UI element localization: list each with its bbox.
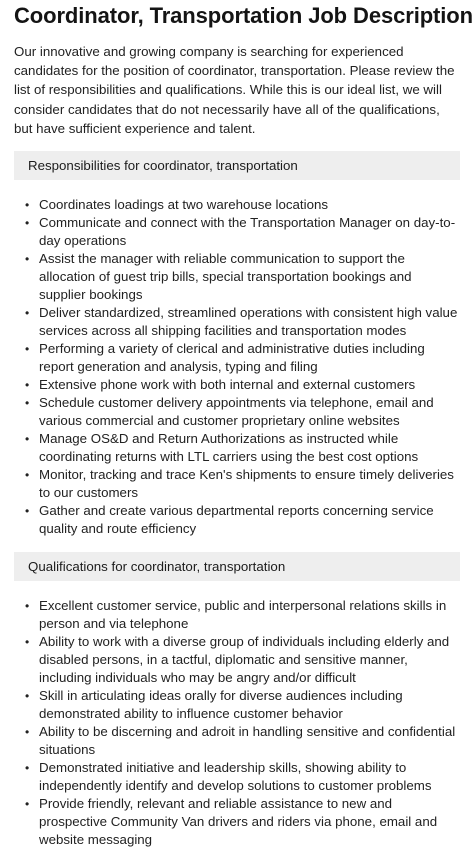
list-item: [25, 466, 460, 502]
list-item: [25, 196, 460, 214]
list-item: [25, 502, 460, 538]
list-item-text: Communicate and connect with the Transportation Manager on day-to-day operations: [39, 215, 456, 249]
list-item-text: Monitor, tracking and trace Ken's shipments to ensure timely deliveries to our customers: [39, 467, 454, 501]
list-item: [25, 597, 460, 633]
list-item-text: Schedule customer delivery appointments via telephone, email and various commercial and customer proprietary online websites: [39, 395, 434, 429]
list-item: [25, 214, 460, 250]
list-item: [25, 795, 460, 849]
bullet-icon: •: [25, 378, 30, 393]
bullet-icon: •: [25, 306, 30, 321]
bullet-icon: •: [25, 432, 30, 447]
list-item: [25, 759, 460, 795]
bullet-icon: •: [25, 216, 30, 231]
bullet-icon: •: [25, 689, 30, 704]
responsibilities-list: [14, 196, 460, 538]
qualifications-heading: Qualifications for coordinator, transportation: [14, 552, 460, 581]
bullet-icon: •: [25, 761, 30, 776]
bullet-icon: •: [25, 396, 30, 411]
bullet-icon: •: [25, 504, 30, 519]
list-item: [25, 723, 460, 759]
list-item-text: Coordinates loadings at two warehouse locations: [39, 197, 329, 213]
list-item-text: Skill in articulating ideas orally for diverse audiences including demonstrated ability to influence customer behavior: [39, 688, 403, 722]
list-item-text: Demonstrated initiative and leadership skills, showing ability to independently identify and develop solutions to customer problems: [39, 760, 432, 794]
list-item-text: Excellent customer service, public and interpersonal relations skills in person and via telephone: [39, 598, 447, 632]
list-item: [25, 376, 460, 394]
bullet-icon: •: [25, 797, 30, 812]
list-item: [25, 340, 460, 376]
bullet-icon: •: [25, 252, 30, 267]
list-item-text: Deliver standardized, streamlined operations with consistent high value services across all shipping facilities and transportation modes: [39, 305, 458, 339]
list-item: [25, 430, 460, 466]
list-item: [25, 633, 460, 687]
list-item-text: Gather and create various departmental reports concerning service quality and route efficiency: [39, 503, 434, 537]
list-item: [25, 687, 460, 723]
bullet-icon: •: [25, 468, 30, 483]
list-item: [25, 250, 460, 304]
bullet-icon: •: [25, 599, 30, 614]
list-item-text: Ability to work with a diverse group of individuals including elderly and disabled persons, in a tactful, diplomatic and sensitive manner, including individuals who may be angry and/or difficult: [39, 634, 450, 686]
list-item: [25, 304, 460, 340]
list-item-text: Ability to be discerning and adroit in handling sensitive and confidential situations: [39, 724, 456, 758]
bullet-icon: •: [25, 725, 30, 740]
bullet-icon: •: [25, 635, 30, 650]
page-title: Coordinator, Transportation Job Description: [14, 3, 473, 28]
list-item-text: Performing a variety of clerical and administrative duties including report generation and analysis, typing and filing: [39, 341, 425, 375]
bullet-icon: •: [25, 342, 30, 357]
list-item-text: Provide friendly, relevant and reliable assistance to new and prospective Community Van drivers and riders via phone, email and website messaging: [39, 796, 438, 848]
intro-paragraph: Our innovative and growing company is searching for experienced candidates for the position of coordinator, transportation. Please review the list of responsibilities and qualifications. While this is our ideal list, we will consider candidates that do not necessarily have all of the qualifications, but have sufficient experience and talent.: [14, 44, 455, 136]
list-item-text: Manage OS&D and Return Authorizations as instructed while coordinating returns with LTL carriers using the best cost options: [39, 431, 419, 465]
responsibilities-heading: Responsibilities for coordinator, transportation: [14, 151, 460, 180]
list-item-text: Assist the manager with reliable communication to support the allocation of guest trip bills, special transportation bookings and supplier bookings: [39, 251, 412, 303]
qualifications-list: [14, 597, 460, 849]
list-item-text: Extensive phone work with both internal and external customers: [39, 377, 416, 393]
bullet-icon: •: [25, 198, 30, 213]
list-item: [25, 394, 460, 430]
